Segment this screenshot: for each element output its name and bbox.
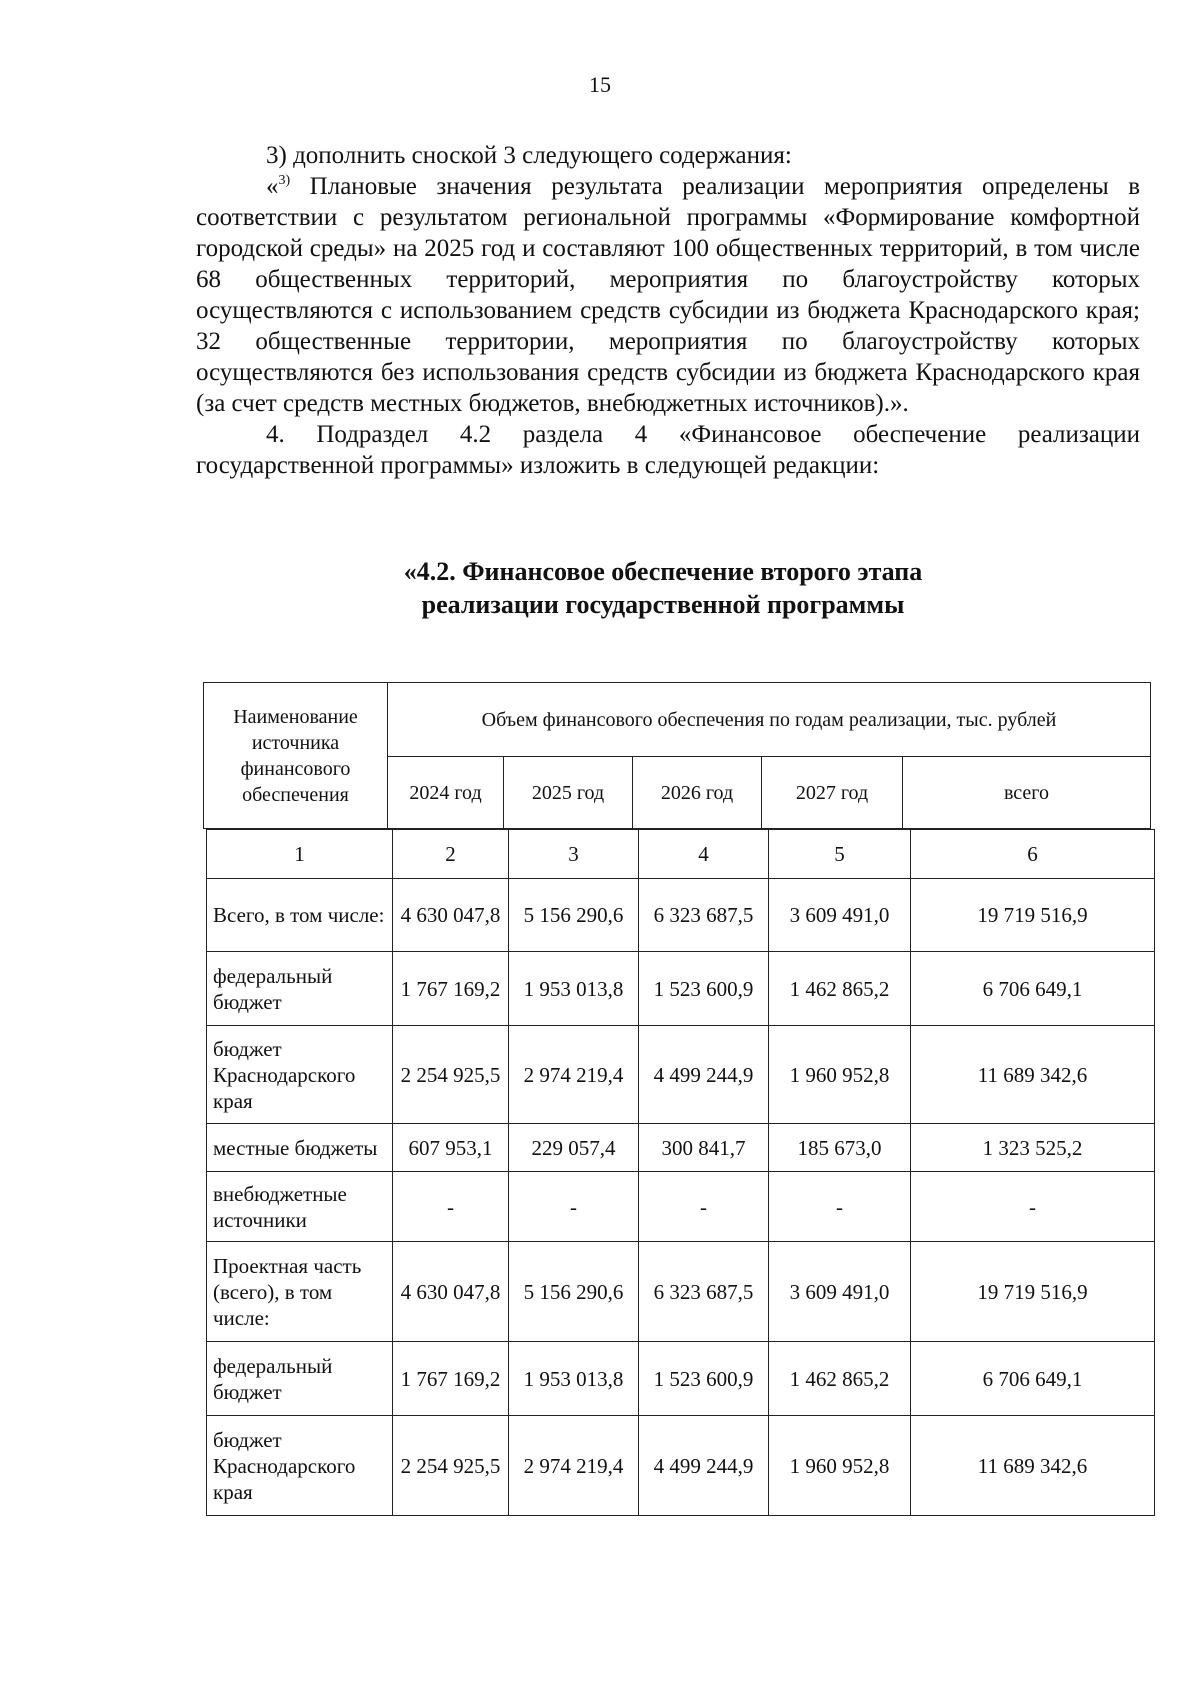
table-row	[207, 952, 1155, 1026]
cell-2026: 6 323 687,5	[639, 879, 769, 952]
table-row	[207, 879, 1155, 952]
cell-2026: -	[639, 1172, 769, 1242]
cell-2025: 2 974 219,4	[509, 1026, 639, 1124]
column-index: 5	[769, 830, 911, 879]
column-index-row	[207, 830, 1155, 879]
footnote-body: Плановые значения результата реализации мероприятия определены в соответствии с результатом региональной программы «Формирование комфортной городской среды» на 2025 год и составляют 100 общественных территорий, в том числе 68 общественных территорий, мероприятия по благоустройству которых осуществляются с использованием средств субсидии из бюджета Краснодарского края; 32 общественные территории, мероприятия по благоустройству которых осуществляются без использования средств субсидии из бюджета Краснодарского края (за счет средств местных бюджетов, внебюджетных источников).».	[196, 173, 1140, 417]
section-title-line-1: «4.2. Финансовое обеспечение второго этапа	[403, 557, 923, 586]
column-index: 6	[911, 830, 1155, 879]
cell-2024: 607 953,1	[393, 1124, 509, 1172]
paragraph-footnote-instruction: 3) дополнить сноской 3 следующего содержания:	[266, 142, 792, 169]
cell-2026: 4 499 244,9	[639, 1416, 769, 1516]
row-label: Проектная часть (всего), в том числе:	[207, 1242, 393, 1342]
cell-total: 19 719 516,9	[911, 1242, 1155, 1342]
row-label: местные бюджеты	[207, 1124, 393, 1172]
cell-2027: 1 462 865,2	[769, 1342, 911, 1416]
cell-2025: 1 953 013,8	[509, 1342, 639, 1416]
cell-2027: 3 609 491,0	[769, 879, 911, 952]
header-source-cell: Наименование источника финансового обеспечения	[204, 683, 388, 829]
section-title-line-2: реализации государственной программы	[421, 590, 905, 619]
column-index: 3	[509, 830, 639, 879]
table-header	[203, 682, 1151, 829]
column-index: 2	[393, 830, 509, 879]
column-index: 1	[207, 830, 393, 879]
table-row	[207, 1342, 1155, 1416]
cell-2027: 1 462 865,2	[769, 952, 911, 1026]
cell-total: -	[911, 1172, 1155, 1242]
cell-total: 6 706 649,1	[911, 1342, 1155, 1416]
header-year-2027: 2027 год	[762, 757, 903, 829]
row-label: федеральный бюджет	[207, 1342, 393, 1416]
cell-2027: 1 960 952,8	[769, 1026, 911, 1124]
header-volume-cell: Объем финансового обеспечения по годам реализации, тыс. рублей	[388, 683, 1151, 757]
cell-2024: -	[393, 1172, 509, 1242]
cell-2026: 1 523 600,9	[639, 952, 769, 1026]
cell-2024: 1 767 169,2	[393, 1342, 509, 1416]
cell-2024: 4 630 047,8	[393, 879, 509, 952]
table-row	[207, 1124, 1155, 1172]
finance-table	[206, 829, 1155, 1516]
cell-total: 1 323 525,2	[911, 1124, 1155, 1172]
cell-2025: -	[509, 1172, 639, 1242]
paragraph-footnote-text	[196, 171, 1140, 419]
cell-2025: 1 953 013,8	[509, 952, 639, 1026]
table-row	[207, 1416, 1155, 1516]
cell-2024: 1 767 169,2	[393, 952, 509, 1026]
table-row	[207, 1242, 1155, 1342]
body-text	[196, 140, 1140, 481]
row-label: Всего, в том числе:	[207, 879, 393, 952]
cell-2026: 300 841,7	[639, 1124, 769, 1172]
cell-2025: 2 974 219,4	[509, 1416, 639, 1516]
row-label: внебюджетные источники	[207, 1172, 393, 1242]
cell-2027: 1 960 952,8	[769, 1416, 911, 1516]
cell-2026: 6 323 687,5	[639, 1242, 769, 1342]
cell-2027: -	[769, 1172, 911, 1242]
page-number: 15	[589, 72, 611, 97]
footnote-open-quote: «	[266, 173, 279, 200]
header-year-2026: 2026 год	[633, 757, 762, 829]
cell-total: 11 689 342,6	[911, 1416, 1155, 1516]
cell-total: 6 706 649,1	[911, 952, 1155, 1026]
cell-2027: 3 609 491,0	[769, 1242, 911, 1342]
column-index: 4	[639, 830, 769, 879]
section-title	[0, 555, 1200, 621]
paragraph-subsection-instruction: 4. Подраздел 4.2 раздела 4 «Финансовое обеспечение реализации государственной программы» изложить в следующей редакции:	[196, 421, 1140, 479]
row-label: федеральный бюджет	[207, 952, 393, 1026]
cell-2026: 4 499 244,9	[639, 1026, 769, 1124]
footnote-marker: 3)	[278, 173, 291, 188]
row-label: бюджет Краснодарского края	[207, 1026, 393, 1124]
cell-total: 11 689 342,6	[911, 1026, 1155, 1124]
header-year-2024: 2024 год	[388, 757, 504, 829]
table-row	[207, 1026, 1155, 1124]
cell-2025: 5 156 290,6	[509, 1242, 639, 1342]
cell-2025: 229 057,4	[509, 1124, 639, 1172]
cell-2024: 2 254 925,5	[393, 1026, 509, 1124]
table-row	[207, 1172, 1155, 1242]
cell-2027: 185 673,0	[769, 1124, 911, 1172]
cell-2025: 5 156 290,6	[509, 879, 639, 952]
cell-2026: 1 523 600,9	[639, 1342, 769, 1416]
header-year-2025: 2025 год	[504, 757, 633, 829]
cell-2024: 4 630 047,8	[393, 1242, 509, 1342]
cell-2024: 2 254 925,5	[393, 1416, 509, 1516]
row-label: бюджет Краснодарского края	[207, 1416, 393, 1516]
cell-total: 19 719 516,9	[911, 879, 1155, 952]
header-total: всего	[903, 757, 1151, 829]
